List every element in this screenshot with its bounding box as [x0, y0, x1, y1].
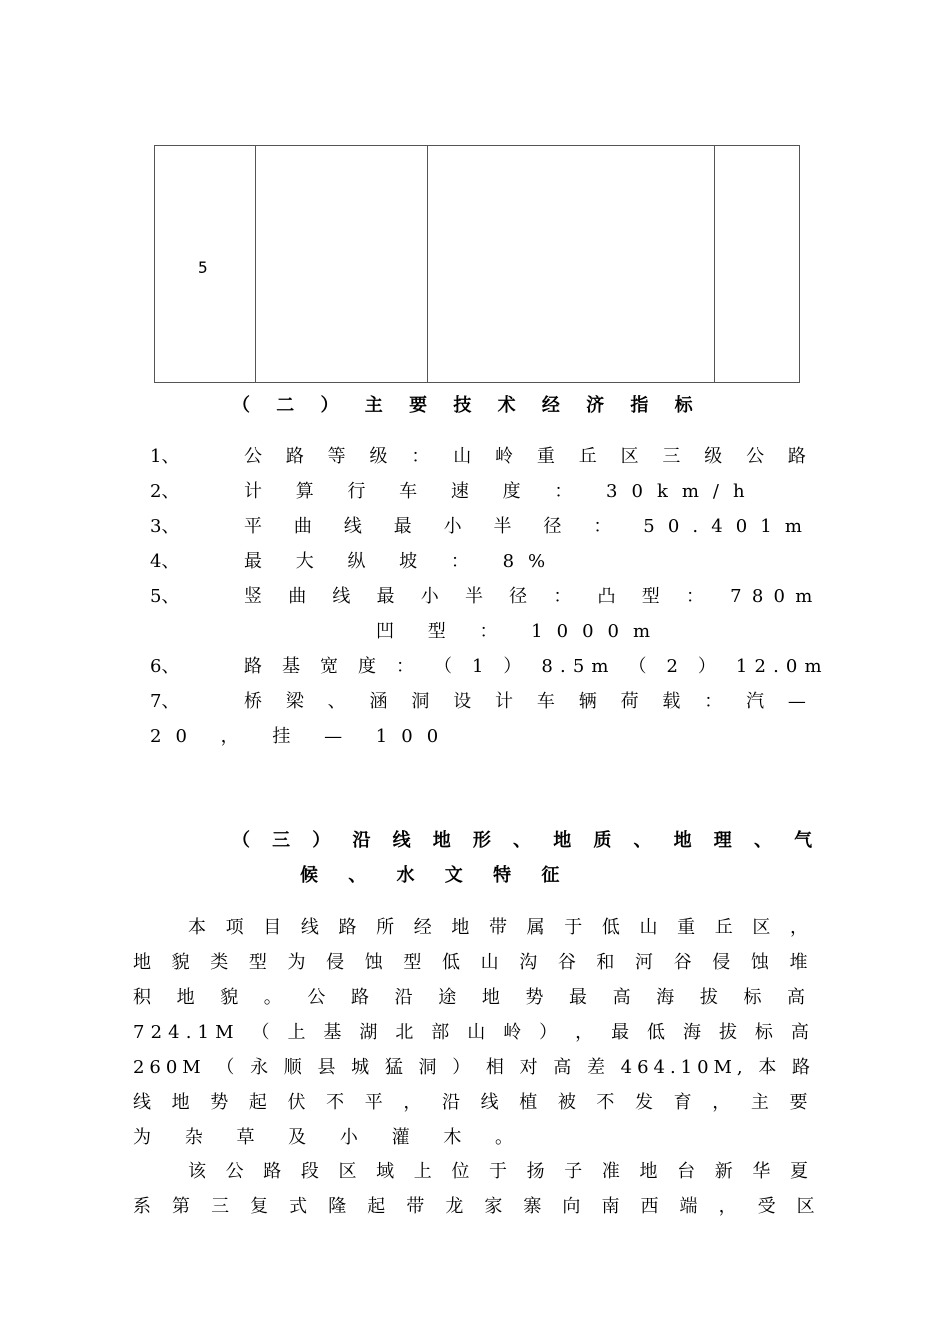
- section-3-title-continued: 候 、 水 文 特 征: [300, 865, 572, 886]
- list-item-number: 7、: [150, 691, 180, 712]
- paragraph-line: 该 公 路 段 区 域 上 位 于 扬 子 准 地 台 新 华 夏: [188, 1161, 815, 1182]
- list-item-text: 平 曲 线 最 小 半 径 ： 50.401m: [244, 516, 815, 537]
- paragraph-line: 为 杂 草 及 小 灌 木 。: [133, 1127, 528, 1148]
- list-item-text: 公 路 等 级 ： 山 岭 重 丘 区 三 级 公 路: [244, 446, 815, 467]
- paragraph-line: 本 项 目 线 路 所 经 地 带 属 于 低 山 重 丘 区 ，: [188, 917, 815, 938]
- section-3-title: （ 三 ） 沿 线 地 形 、 地 质 、 地 理 、 气: [232, 830, 821, 851]
- list-item-text: 路 基 宽 度 ： （ 1 ） 8.5m （ 2 ） 12.0m: [244, 656, 829, 677]
- paragraph-line: 积 地 貌 。 公 路 沿 途 地 势 最 高 海 拔 标 高: [133, 987, 815, 1008]
- paragraph-line: 260M （ 永 顺 县 城 猛 洞 ） 相 对 高 差 464.10M, 本 路: [133, 1057, 815, 1078]
- list-item-text: 最 大 纵 坡 ： 8%: [244, 551, 560, 572]
- section-2-title: （ 二 ） 主 要 技 术 经 济 指 标: [232, 395, 703, 416]
- list-item-continuation: 20 ， 挂 — 100: [150, 726, 453, 747]
- spec-table-fragment: [154, 145, 800, 383]
- list-item-text: 桥 梁 、 涵 洞 设 计 车 辆 荷 载 ： 汽 —: [244, 691, 815, 712]
- paragraph-line: 系 第 三 复 式 隆 起 带 龙 家 寨 向 南 西 端 ， 受 区: [133, 1196, 823, 1217]
- table-cell-index: [155, 146, 256, 382]
- list-item-number: 6、: [150, 656, 180, 677]
- list-item-number: 4、: [150, 551, 180, 572]
- list-item-text: 计 算 行 车 速 度 ： 30km/h: [244, 481, 759, 502]
- table-cell: [256, 146, 428, 382]
- table-row-number: 5: [198, 258, 208, 277]
- list-item-number: 2、: [150, 481, 180, 502]
- paragraph-line: 724.1M （ 上 基 湖 北 部 山 岭 ） ， 最 低 海 拔 标 高: [133, 1022, 815, 1043]
- list-item-continuation: 凹 型 ： 1000m: [376, 621, 665, 642]
- list-item-number: 3、: [150, 516, 180, 537]
- list-item-number: 1、: [150, 446, 180, 467]
- paragraph-line: 地 貌 类 型 为 侵 蚀 型 低 山 沟 谷 和 河 谷 侵 蚀 堆: [133, 952, 815, 973]
- table-cell: [428, 146, 715, 382]
- list-item-number: 5、: [150, 586, 180, 607]
- list-item-text: 竖 曲 线 最 小 半 径 ： 凸 型 ： 780m: [244, 586, 823, 607]
- paragraph-line: 线 地 势 起 伏 不 平 ， 沿 线 植 被 不 发 育 ， 主 要: [133, 1092, 815, 1113]
- table-cell: [715, 146, 799, 382]
